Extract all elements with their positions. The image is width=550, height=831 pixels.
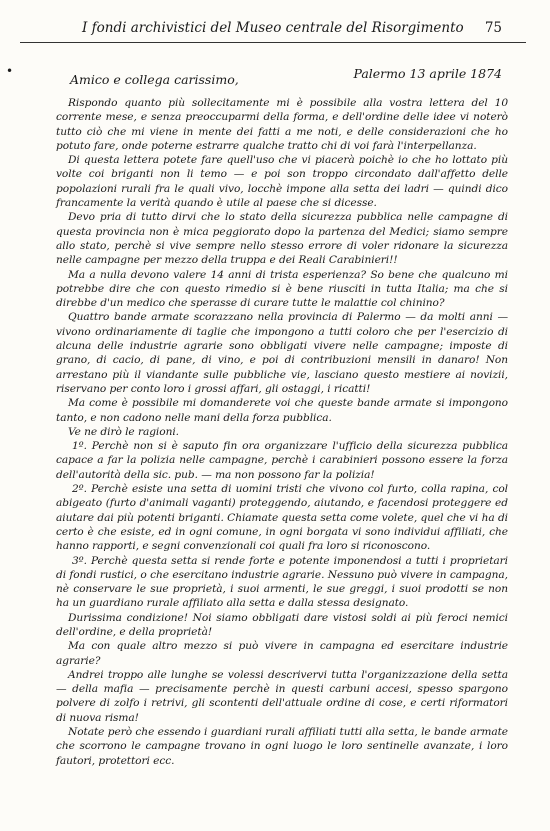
paragraph: Andrei troppo alle lunghe se volessi descrivervi tutta l'organizzazione della setta — della mafia — precisamente perchè in questi carbuni accesi, spesso spargono polvere di zolfo i retrivi, gli scontenti dell'attuale ordine di cose, e certi riformatori di nuova risma! [56, 668, 508, 724]
paragraph: Di questa lettera potete fare quell'uso che vi piacerà poichè io che ho lottato più volte coi briganti non li temo — e poi son troppo circondato dall'affetto delle popolazioni rurali fra le quali vivo, locchè impone alla setta dei ladri — quindi dico francamente la verità quando è utile al paese che si dicesse. [56, 154, 508, 210]
running-header [82, 20, 502, 36]
page-number: 75 [484, 20, 502, 36]
letter-body [56, 96, 508, 768]
paragraph: Durissima condizione! Noi siamo obbligati dare vistosi soldi ai più feroci nemici dell'ordine, e della proprietà! [56, 611, 508, 638]
paragraph: Ma a nulla devono valere 14 anni di trista esperienza? So bene che qualcuno mi potrebbe dire che con questo rimedio si è bene riusciti in tutta Italia; ma che si direbbe d'un medico che sperasse di curare tutte le malattie col chinino? [56, 268, 508, 310]
numbered-paragraph: 3º. Perchè questa setta si rende forte e potente imponendosi a tutti i proprietari di fondi rustici, o che esercitano industrie agrarie. Nessuno può vivere in campagna, nè conservare le sue proprietà, i suoi armenti, le sue greggi, i suoi prodotti se non ha un guardiano rurale affiliato alla setta e dalla stessa designato. [56, 554, 508, 610]
paragraph: Ma come è possibile mi domanderete voi che queste bande armate si impongono tanto, e non cadono nelle mani della forza pubblica. [56, 397, 508, 424]
numbered-paragraph: 2º. Perchè esiste una setta di uomini tristi che vivono col furto, colla rapina, col abigeato (furto d'animali vaganti) proteggendo, aiutando, e facendosi proteggere ed aiutare dai più potenti briganti. Chiamate questa setta come volete, quel che vi ha di certo è che esiste, ed in ogni comune, in ogni borgata vi sono individui affiliati, che hanno rapporti, e segni convenzionali coi quali fra loro si riconoscono. [56, 483, 508, 553]
running-title: I fondi archivistici del Museo centrale del Risorgimento [82, 20, 464, 36]
paragraph: Ve ne dirò le ragioni. [68, 425, 179, 438]
letter-date: Palermo 13 aprile 1874 [353, 66, 502, 81]
paragraph: Devo pria di tutto dirvi che lo stato della sicurezza pubblica nelle campagne di questa provincia non è mica peggiorato dopo la partenza del Medici; siamo sempre allo stato, perchè si vive sempre nello stesso errore di voler ridonare la sicurezza nelle campagne per mezzo della truppa e dei Reali Carabinieri!! [56, 211, 508, 267]
paragraph: Quattro bande armate scorazzano nella provincia di Palermo — da molti anni — vivono ordinariamente di taglie che impongono a tutti coloro che per l'esercizio di alcuna delle industrie agrarie sono obbligati vivere nelle campagne; imposte di grano, di cacio, di pane, di vino, e poi di contribuzioni mensili in danaro! Non arrestano più il viandante sulle pubbliche vie, lasciano questo mestiere ai novizii, riservano per conto loro i grossi affari, gli ostaggi, i ricatti! [56, 311, 508, 395]
numbered-paragraph: 1º. Perchè non si è saputo fin ora organizzare l'ufficio della sicurezza pubblica capace a far la polizia nelle campagne, perchè i carabinieri possono essere la forza dell'autorità della sic. pub. — ma non possono far la polizia! [56, 440, 508, 481]
header-rule [20, 42, 526, 43]
letter-salutation: Amico e collega carissimo, [70, 72, 239, 87]
paragraph: Notate però che essendo i guardiani rurali affiliati tutti alla setta, le bande armate che scorrono le campagne trovano in ogni luogo le loro sentinelle avanzate, i loro fautori, protettori ecc. [56, 726, 508, 767]
paragraph: Ma con quale altro mezzo si può vivere in campagna ed esercitare industrie agrarie? [56, 640, 508, 667]
paragraph: Rispondo quanto più sollecitamente mi è possibile alla vostra lettera del 10 corrente mese, e senza preoccuparmi della forma, e dell'ordine delle idee vi noterò tutto ciò che mi viene in mente dei fatti a me noti, e delle considerazioni che ho potuto fare, onde poterne estrarre qualche tratto chi di voi farà l'interpellanza. [56, 97, 508, 152]
margin-marker: • [6, 64, 14, 78]
